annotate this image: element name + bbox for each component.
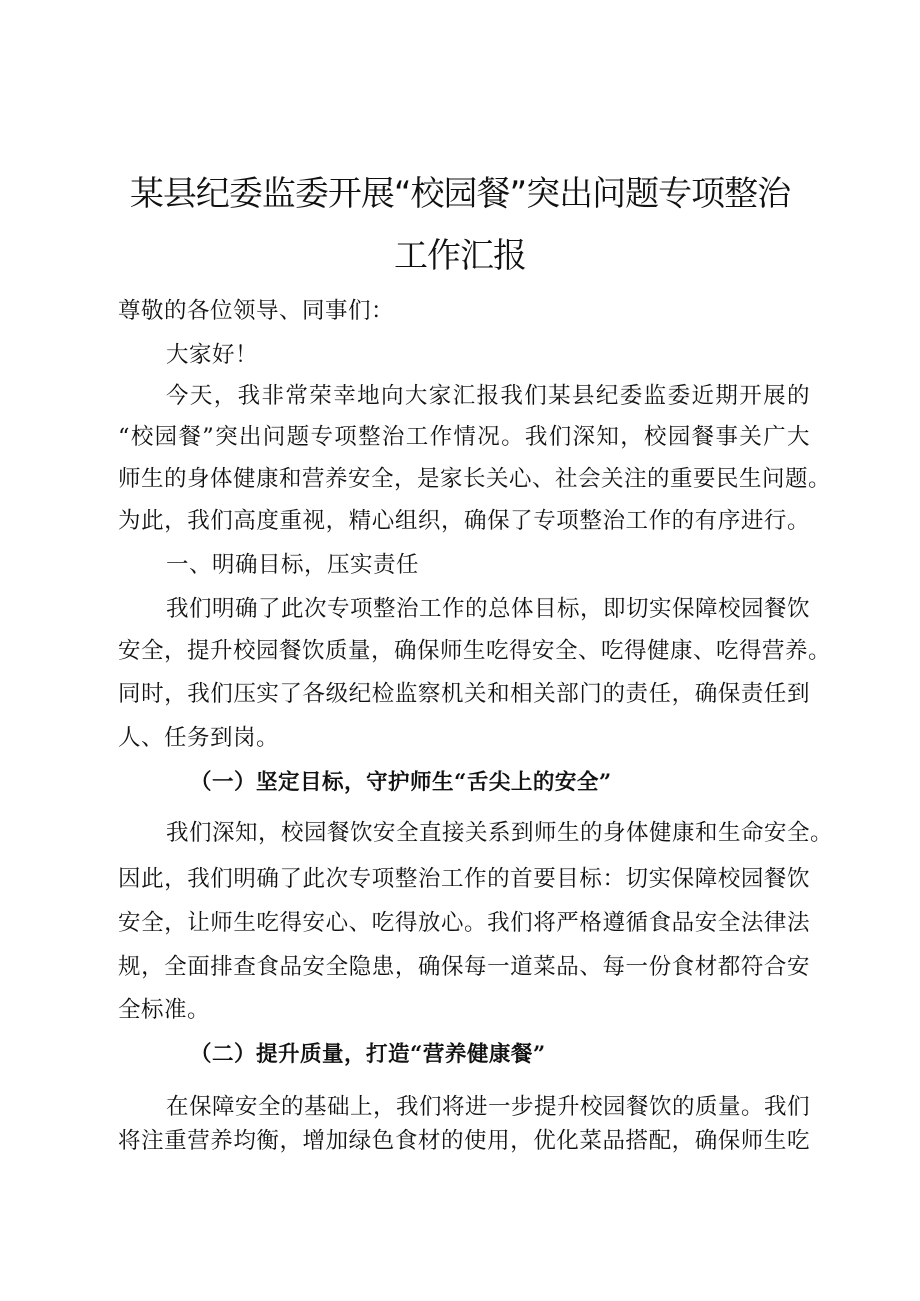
- section-1-line: 安全，提升校园餐饮质量，确保师生吃得安全、吃得健康、吃得营养。: [118, 638, 832, 664]
- intro-line: 今天，我非常荣幸地向大家汇报我们某县纪委监委近期开展的: [166, 383, 810, 409]
- subsection-1-line: 我们深知，校园餐饮安全直接关系到师生的身体健康和生命安全。: [166, 820, 834, 846]
- subsection-2-line: 将注重营养均衡，增加绿色食材的使用，优化菜品搭配，确保师生吃: [118, 1128, 810, 1154]
- salutation: 尊敬的各位领导、同事们：: [118, 298, 395, 324]
- section-1-line: 我们明确了此次专项整治工作的总体目标，即切实保障校园餐饮: [166, 596, 811, 622]
- section-1-line: 同时，我们压实了各级纪检监察机关和相关部门的责任，确保责任到: [118, 681, 810, 707]
- section-1-heading: 一、明确目标，压实责任: [166, 552, 420, 578]
- subsection-1-heading: （一）坚定目标，守护师生“舌尖上的安全”: [190, 770, 612, 795]
- subsection-1-line: 全标准。: [118, 997, 211, 1023]
- document-title-line-1: 某县纪委监委开展“校园餐”突出问题专项整治: [129, 174, 791, 214]
- subsection-1-line: 规，全面排查食品安全隐患，确保每一道菜品、每一份食材都符合安: [118, 954, 810, 980]
- subsection-2-line: 在保障安全的基础上，我们将进一步提升校园餐饮的质量。我们: [166, 1094, 811, 1120]
- intro-line: “校园餐”突出问题专项整治工作情况。我们深知，校园餐事关广大: [118, 424, 810, 450]
- greeting: 大家好！: [166, 342, 259, 368]
- subsection-2-heading: （二）提升质量，打造“营养健康餐”: [190, 1042, 546, 1067]
- subsection-1-line: 安全，让师生吃得安心、吃得放心。我们将严格遵循食品安全法律法: [118, 910, 810, 936]
- intro-line: 为此，我们高度重视，精心组织，确保了专项整治工作的有序进行。: [118, 508, 810, 534]
- intro-line: 师生的身体健康和营养安全，是家长关心、社会关注的重要民生问题。: [118, 466, 832, 492]
- subsection-1-line: 因此，我们明确了此次专项整治工作的首要目标：切实保障校园餐饮: [118, 866, 810, 892]
- document-title-line-2: 工作汇报: [394, 236, 526, 276]
- section-1-line: 人、任务到岗。: [118, 725, 280, 751]
